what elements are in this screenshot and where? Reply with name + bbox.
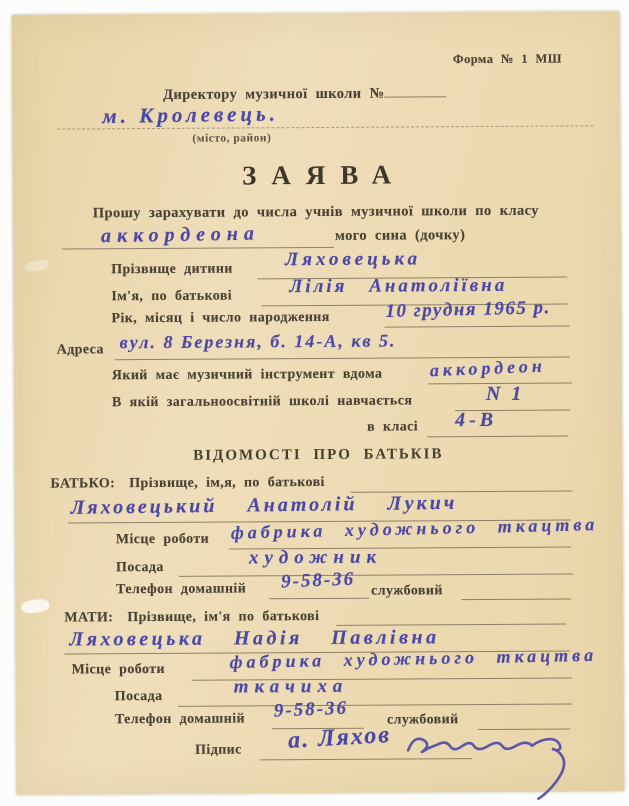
child-surname-value: Ляховецька [285,248,422,271]
child-birth-value: 10 грудня 1965 р. [385,297,552,323]
addressee-hint: (місто, район) [192,132,272,145]
scan-artifact-tear [21,598,50,614]
mother-work-label: Місце роботи [71,661,165,678]
father-work-value: фабрика художнього ткацтва [230,514,599,543]
parents-heading: ВІДОМОСТІ ПРО БАТЬКІВ [193,446,444,464]
mother-phone-work-label: службовий [386,712,459,728]
father-name-value: Ляховецький Анатолій Лукич [70,491,458,519]
father-row-label [50,475,324,493]
signature-label: Підпис [195,742,242,758]
request-class-value: аккордеона [100,222,261,248]
father-name-label: Прізвище, ім,я, по батькові [129,474,325,492]
addressee-label-text: Директору музичної школи № [163,85,385,103]
scan-artifact-smudge [24,259,49,273]
signature-flourish [404,717,575,803]
child-birth-label: Рік, місяц і число народження [111,309,330,327]
mother-position-line [178,703,572,706]
father-phone-home-label: Телефон домашній [116,581,247,598]
child-instrument-value: аккордеон [429,355,547,381]
child-name-label: Ім'я, по батькові [111,288,233,305]
child-address-label: Адреса [56,342,104,358]
addressee-value: м. Кролевець. [102,101,280,129]
child-birth-line [385,325,570,327]
child-address-value: вул. 8 Березня, б. 14-А, кв 5. [119,330,397,353]
father-phone-work-line [461,598,571,600]
mother-header-label: МАТИ: [64,610,114,626]
mother-phone-home-value: 9-58-36 [273,697,349,722]
father-header-label: БАТЬКО: [50,476,116,492]
request-text: Прошу зарахувати до числа учнів музичної школи по класу [92,202,539,222]
child-grade-value: 4-В [455,408,498,432]
page-title: ЗАЯВА [241,159,407,191]
mother-position-value: ткачиха [233,675,349,698]
child-grade-line [427,435,568,437]
mother-name-value: Ляховецька Надія Павлівна [69,626,440,651]
request-suffix: мого сина (дочку) [334,227,466,244]
mother-name-label: Прізвище, ім'я по батькові [127,608,320,626]
father-position-line [179,573,573,576]
form-code: Форма № 1 МШ [452,51,562,67]
father-phone-home-line [269,598,369,600]
mother-row-label [64,609,319,627]
scanned-application-form [12,11,625,795]
father-phone-work-label: службовий [371,583,443,599]
father-position-value: художник [248,546,383,569]
child-instrument-label: Який має музичний інструмент вдома [111,366,383,384]
addressee-number-blank [385,96,447,97]
child-name-value: Лілія Анатоліївна [289,274,508,298]
child-surname-label: Прізвище дитини [111,261,233,278]
father-work-label: Місце роботи [115,531,210,548]
mother-name-line-1 [336,623,566,625]
child-grade-label: в класі [367,419,419,435]
signature-value: а. Ляхов [287,721,392,754]
child-school-value: N 1 [485,382,525,405]
father-phone-home-value: 9-58-36 [280,568,356,593]
mother-work-value: фабрика художнього ткацтва [229,644,598,673]
addressee-label [163,85,447,104]
mother-phone-home-label: Телефон домашній [114,711,245,728]
father-position-label: Посада [115,559,164,576]
mother-position-label: Посада [114,688,163,705]
child-school-label: В якій загальноосвітній школі навчається [111,393,413,411]
